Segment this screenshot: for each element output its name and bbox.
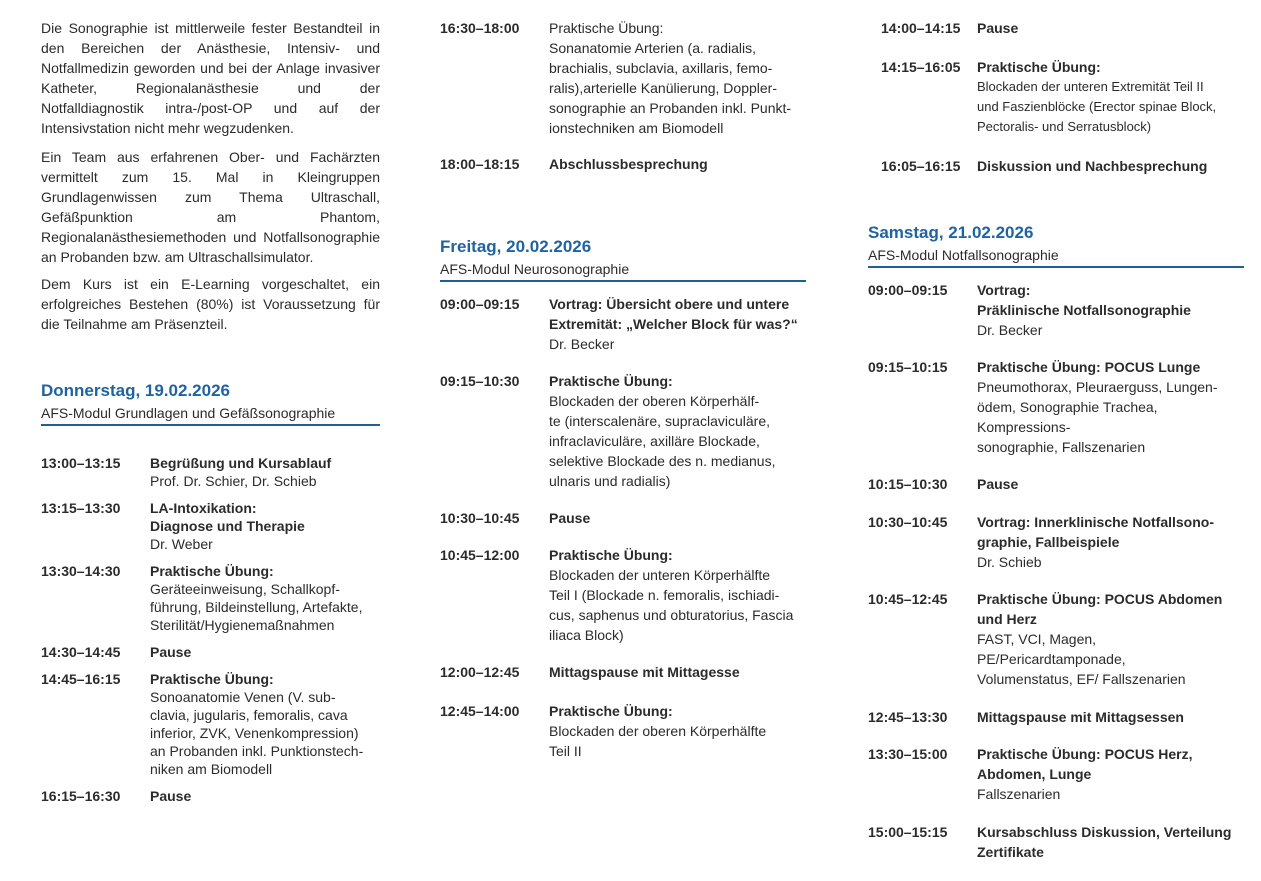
slot-desc: Dr. Becker [549, 336, 615, 352]
slot-desc: Dr. Weber [150, 536, 213, 552]
schedule-row [41, 643, 380, 661]
slot-time: 14:15–16:05 [881, 59, 961, 75]
schedule-row [440, 294, 806, 354]
slot-time: 10:30–10:45 [440, 510, 520, 526]
slot-title: Pause [549, 510, 591, 526]
day-date: Samstag, 21.02.2026 [868, 223, 1034, 242]
slot-desc: Dr. Becker [977, 322, 1043, 338]
day-header-friday [440, 235, 806, 282]
slot-time: 13:00–13:15 [41, 455, 121, 471]
slot-time: 13:30–15:00 [868, 746, 948, 762]
slot-title: Praktische Übung: [150, 563, 274, 579]
day-module: AFS-Modul Neurosonographie [440, 261, 630, 277]
schedule-row [440, 154, 806, 174]
slot-time: 13:30–14:30 [41, 563, 121, 579]
slot-time: 14:00–14:15 [881, 20, 961, 36]
slot-title: Diskussion und Nachbesprechung [977, 158, 1208, 174]
slot-time: 09:15–10:30 [440, 373, 520, 389]
slot-title: Praktische Übung: [549, 547, 673, 563]
slot-time: 12:45–14:00 [440, 703, 520, 719]
slot-time: 18:00–18:15 [440, 156, 520, 172]
intro-paragraph: Die Sonographie ist mittlerweile fester Bestandteil in den Bereichen der Anästhesie, Intensiv- und Notfallmedizin geworden und bei der Anlage invasiver Katheter, Regionalanästhesie und der Notfalldiagnostik intra-/post-OP und auf der Intensivstation nicht mehr wegzudenken. [41, 20, 380, 136]
day-date: Freitag, 20.02.2026 [440, 237, 592, 256]
slot-title: Kursabschluss Diskussion, Verteilung Zertifikate [977, 824, 1232, 860]
slot-title: Pause [150, 644, 192, 660]
slot-time: 09:00–09:15 [868, 282, 948, 298]
slot-title: Praktische Übung: POCUS Lunge [977, 359, 1201, 375]
schedule-row [41, 454, 380, 490]
day-module: AFS-Modul Grundlagen und Gefäßsonographie [41, 405, 336, 421]
schedule-row [41, 562, 380, 634]
schedule-row [868, 474, 1244, 494]
day-date: Donnerstag, 19.02.2026 [41, 381, 230, 400]
slot-time: 16:15–16:30 [41, 788, 121, 804]
day-header-saturday [868, 221, 1244, 268]
intro-paragraph: Dem Kurs ist ein E-Learning vorgeschaltet, ein erfolgreiches Bestehen (80%) ist Voraussetzung für die Teilnahme am Präsenzteil. [41, 276, 380, 332]
intro-text [41, 0, 380, 334]
intro-paragraph: Ein Team aus erfahrenen Ober- und Fachärzten vermittelt zum 15. Mal in Kleingruppen Grundlagenwissen zum Thema Ultraschall, Gefäßpunktion am Phantom, Regionalanästhesiemethoden und Notfallsonographie an Probanden bzw. am Ultraschallsimulator. [41, 149, 380, 265]
slot-time: 14:45–16:15 [41, 671, 121, 687]
slot-time: 10:30–10:45 [868, 514, 948, 530]
schedule-row [440, 545, 806, 645]
slot-title: Praktische Übung: [549, 20, 664, 36]
schedule-row [868, 822, 1244, 862]
slot-desc: Sonoanatomie Venen (V. sub- clavia, jugularis, femoralis, cava inferior, ZVK, Venenkompression) an Probanden inkl. Punktionstech- niken am Biomodell [150, 689, 364, 777]
slot-time: 14:30–14:45 [41, 644, 121, 660]
column-right [868, 0, 1244, 862]
slot-desc: Blockaden der unteren Extremität Teil II und Faszienblöcke (Erector spinae Block, Pectoralis- und Serratusblock) [977, 79, 1217, 134]
slot-title: LA-Intoxikation: Diagnose und Therapie [150, 500, 305, 534]
slot-title: Vortrag: Präklinische Notfallsonographie [977, 282, 1191, 318]
slot-time: 10:45–12:45 [868, 591, 948, 607]
slot-desc: FAST, VCI, Magen, PE/Pericardtamponade, Volumenstatus, EF/ Fallszenarien [977, 631, 1186, 687]
slot-desc: Sonanatomie Arterien (a. radialis, brachialis, subclavia, axillaris, femo- ralis),arterielle Kanülierung, Doppler- sonographie an Probanden inkl. Punkt- ionstechniken am Biomodell [549, 40, 792, 136]
schedule-row [868, 280, 1244, 340]
schedule-row [881, 156, 1244, 176]
schedule-row [868, 744, 1244, 804]
slot-title: Mittagspause mit Mittagsessen [977, 709, 1184, 725]
slot-title: Pause [977, 20, 1019, 36]
schedule-row [41, 670, 380, 778]
slot-title: Abschlussbesprechung [549, 156, 708, 172]
slot-title: Praktische Übung: [150, 671, 274, 687]
slot-time: 09:15–10:15 [868, 359, 948, 375]
slot-title: Vortrag: Übersicht obere und untere Extremität: „Welcher Block für was?“ [549, 296, 798, 332]
slot-title: Praktische Übung: [549, 373, 673, 389]
schedule-row [868, 707, 1244, 727]
slot-time: 15:00–15:15 [868, 824, 948, 840]
schedule-row [440, 18, 806, 138]
slot-time: 16:30–18:00 [440, 20, 520, 36]
day-header-thursday [41, 379, 380, 426]
slot-desc: Blockaden der oberen Körperhälf- te (interscalenäre, supraclaviculäre, infraclaviculäre, axilläre Blockade, selektive Blockade des n. medianus, ulnaris und radialis) [549, 393, 776, 489]
slot-time: 13:15–13:30 [41, 500, 121, 516]
slot-time: 16:05–16:15 [881, 158, 961, 174]
schedule-row [868, 589, 1244, 689]
schedule-row [868, 512, 1244, 572]
slot-title: Begrüßung und Kursablauf [150, 455, 332, 471]
day-module: AFS-Modul Notfallsonographie [868, 247, 1059, 263]
schedule-row [41, 787, 380, 805]
slot-time: 09:00–09:15 [440, 296, 520, 312]
slot-time: 10:45–12:00 [440, 547, 520, 563]
schedule-row [440, 508, 806, 528]
column-middle [440, 0, 806, 761]
slot-title: Pause [977, 476, 1019, 492]
schedule-row [881, 18, 1244, 38]
slot-desc: Prof. Dr. Schier, Dr. Schieb [150, 473, 317, 489]
schedule-row [440, 701, 806, 761]
slot-desc: Pneumothorax, Pleuraerguss, Lungen- ödem, Sonographie Trachea, Kompressions- sonographie, Fallszenarien [977, 379, 1218, 455]
slot-desc: Blockaden der oberen Körperhälfte Teil II [549, 723, 767, 759]
slot-title: Mittagspause mit Mittagesse [549, 664, 740, 680]
slot-time: 10:15–10:30 [868, 476, 948, 492]
slot-time: 12:45–13:30 [868, 709, 948, 725]
slot-desc: Blockaden der unteren Körperhälfte Teil I (Blockade n. femoralis, ischiadi- cus, saphenus und obturatorius, Fascia iliaca Block) [549, 567, 794, 643]
slot-title: Praktische Übung: POCUS Abdomen und Herz [977, 591, 1223, 627]
schedule-row [41, 499, 380, 553]
slot-title: Praktische Übung: [549, 703, 673, 719]
slot-title: Vortrag: Innerklinische Notfallsono- graphie, Fallbeispiele [977, 514, 1214, 550]
slot-title: Praktische Übung: [977, 59, 1101, 75]
schedule-row [868, 357, 1244, 457]
slot-time: 12:00–12:45 [440, 664, 520, 680]
slot-desc: Fallszenarien [977, 786, 1061, 802]
slot-desc: Dr. Schieb [977, 554, 1042, 570]
schedule-row [440, 662, 806, 682]
schedule-row [881, 57, 1244, 137]
slot-desc: Geräteeinweisung, Schallkopf- führung, Bildeinstellung, Artefakte, Sterilität/Hygienemaßnahmen [150, 581, 363, 633]
slot-title: Pause [150, 788, 192, 804]
slot-title: Praktische Übung: POCUS Herz, Abdomen, Lunge [977, 746, 1193, 782]
column-left [41, 0, 380, 805]
schedule-row [440, 371, 806, 491]
